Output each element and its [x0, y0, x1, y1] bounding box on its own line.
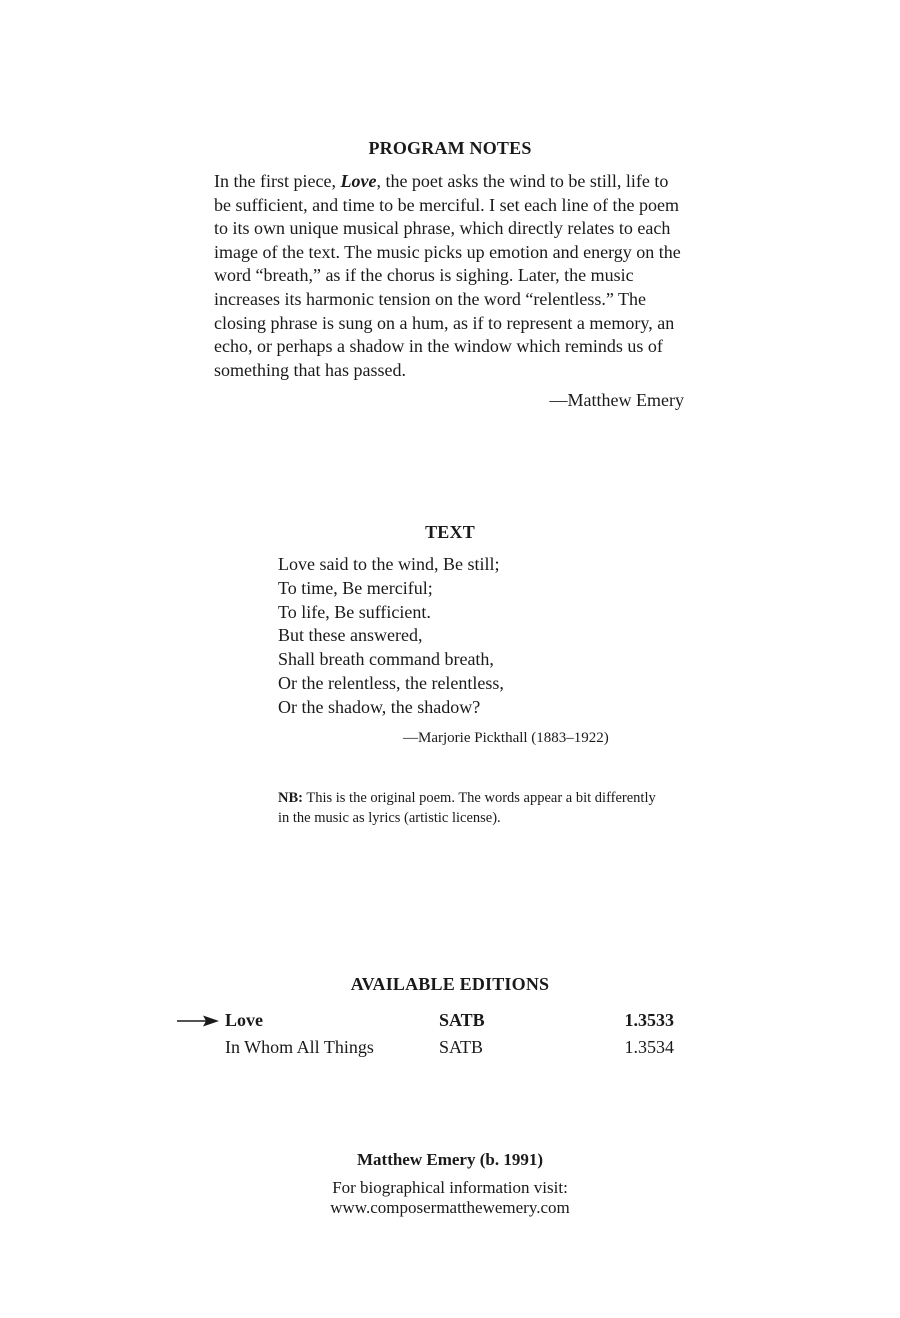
arrow-right-icon: [177, 1014, 219, 1028]
edition-title: In Whom All Things: [225, 1037, 374, 1057]
nb-text: This is the original poem. The words appear a bit differently in the music as lyrics (artistic license).: [278, 790, 656, 826]
poem-line: Or the relentless, the relentless,: [278, 672, 504, 693]
edition-number: 1.3533: [624, 1010, 674, 1030]
text-heading: TEXT: [425, 522, 475, 542]
poem-line: To time, Be merciful;: [278, 577, 433, 598]
composer-bio: [0, 1178, 900, 1218]
program-notes-body: [214, 170, 688, 382]
poem-line: Shall breath command breath,: [278, 649, 494, 670]
edition-row: [0, 1037, 900, 1063]
poem-line: To life, Be sufficient.: [278, 601, 431, 622]
notes-text: , the poet asks the wind to be still, life to be sufficient, and time to be merciful. I set each line of the poem to its own unique musical phrase, which directly relates to each image of the text. The music picks up emotion and energy on the word “breath,” as if the chorus is sighing. Later, the music increases its harmonic tension on the word “relentless.” The closing phrase is sung on a hum, as if to represent a memory, an echo, or perhaps a shadow in the window which reminds us of something that has passed.: [214, 171, 681, 380]
poem-credit: —Marjorie Pickthall (1883–1922): [403, 730, 609, 746]
composer-website-link[interactable]: www.composermatthewemery.com: [330, 1198, 570, 1217]
nb-note: [278, 789, 658, 828]
edition-voicing: SATB: [439, 1037, 484, 1057]
composer-name: Matthew Emery (b. 1991): [356, 1150, 543, 1169]
edition-number: 1.3534: [624, 1037, 674, 1057]
poem-line: Love said to the wind, Be still;: [278, 554, 500, 574]
nb-label: NB:: [278, 790, 303, 806]
poem-line: Or the shadow, the shadow?: [278, 696, 481, 717]
poem-line: But these answered,: [278, 625, 423, 646]
composer-bio-line: For biographical information visit:: [332, 1178, 568, 1197]
edition-voicing: SATB: [439, 1010, 485, 1030]
notes-piece-title: Love: [340, 171, 377, 191]
program-notes-heading: PROGRAM NOTES: [368, 138, 532, 158]
poem: [278, 553, 504, 720]
notes-intro: In the first piece,: [214, 171, 341, 191]
program-notes-signature: —Matthew Emery: [549, 390, 684, 410]
editions-heading: AVAILABLE EDITIONS: [350, 974, 550, 994]
edition-title: Love: [225, 1010, 263, 1030]
edition-row-current: [0, 1010, 900, 1036]
